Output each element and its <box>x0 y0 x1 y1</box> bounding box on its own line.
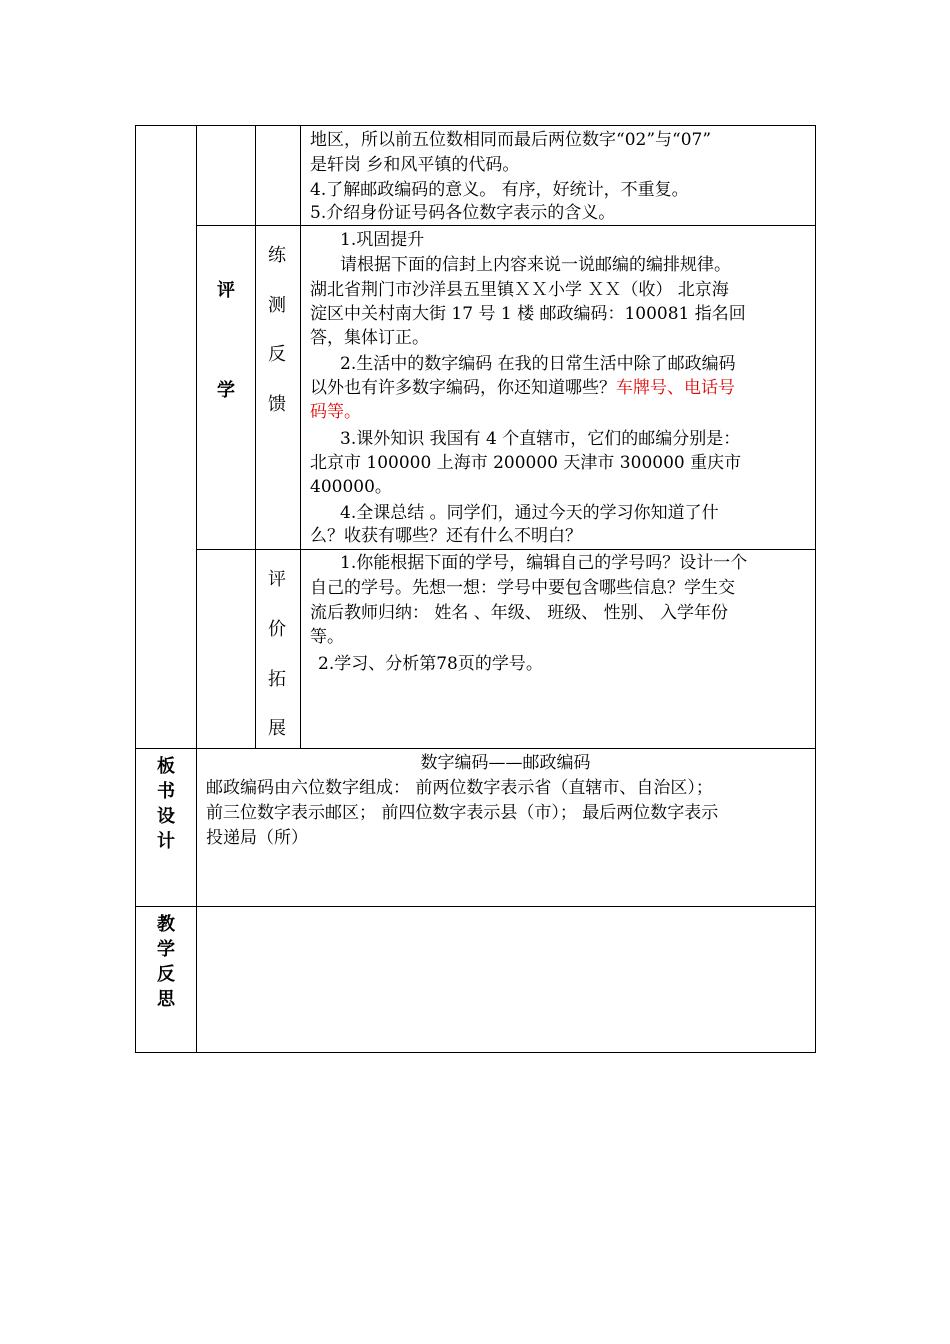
ban-shu-line-1: 邮政编码由六位数字组成： 前两位数字表示省（直辖市、自治区）； <box>206 778 713 798</box>
ping-jia-line-3: 流后教师归纳： 姓名 、年级、 班级、 性别、 入学年份 <box>310 603 729 623</box>
top-line-3: 4.了解邮政编码的意义。 有序，好统计，不重复。 <box>310 180 689 200</box>
ban-shu-title: 数字编码——邮政编码 <box>420 753 591 773</box>
col-divider-3 <box>300 125 301 749</box>
ping-jia-line-1: 1.你能根据下面的学号，编辑自己的学号吗？设计一个 <box>340 553 748 573</box>
ban-shu-char-3: 设 <box>157 806 175 827</box>
lian-ce-line-4: 淀区中关村南大街 17 号 1 楼 邮政编码：100081 指名回 <box>310 304 746 324</box>
lian-ce-line-10: 3.课外知识 我国有 4 个直辖市，它们的邮编分别是： <box>340 429 741 449</box>
ping-jia-line-4: 等。 <box>310 627 344 647</box>
fan-si-char-4: 思 <box>157 989 175 1010</box>
fan-si-char-1: 教 <box>157 914 175 935</box>
fan-si-char-3: 反 <box>157 964 175 985</box>
lian-ce-char-4: 馈 <box>268 394 286 415</box>
ping-jia-char-2: 价 <box>268 619 286 640</box>
ping-jia-char-1: 评 <box>268 569 286 590</box>
answer-highlight-1: 车牌号、电话号 <box>616 378 735 398</box>
top-line-4: 5.介绍身份证号码各位数字表示的含义。 <box>310 203 616 223</box>
ping-jia-char-3: 拓 <box>268 669 286 690</box>
lian-ce-char-3: 反 <box>268 344 286 365</box>
table-top-border <box>135 125 816 126</box>
lian-ce-line-14: 么？收获有哪些？还有什么不明白？ <box>310 526 582 546</box>
ping-jia-line-2: 自己的学号。先想一想：学号中要包含哪些信息？学生交 <box>310 578 735 598</box>
lian-ce-line-6: 2.生活中的数字编码 在我的日常生活中除了邮政编码 <box>340 354 736 374</box>
ping-xue-char-1: 评 <box>217 280 235 301</box>
ban-shu-char-1: 板 <box>157 756 175 777</box>
table-right-border <box>815 125 816 1053</box>
lian-ce-char-2: 测 <box>268 295 286 316</box>
col-divider-2 <box>255 125 256 749</box>
ban-shu-line-3: 投递局（所） <box>206 828 308 848</box>
lian-ce-line-7 <box>310 376 735 401</box>
row-divider-banShu <box>135 748 816 749</box>
ping-jia-line-5: 2.学习、分析第78页的学号。 <box>318 654 543 674</box>
lian-ce-line-12: 400000。 <box>310 477 392 497</box>
table-left-border <box>135 125 136 1053</box>
fan-si-char-2: 学 <box>157 939 175 960</box>
lian-ce-line-2: 请根据下面的信封上内容来说一说邮编的编排规律。 <box>340 255 731 275</box>
top-line-2: 是轩岗 乡和风平镇的代码。 <box>310 155 520 175</box>
lian-ce-line-1: 1.巩固提升 <box>340 230 425 250</box>
ping-jia-char-4: 展 <box>268 718 286 739</box>
ban-shu-char-4: 计 <box>157 831 175 852</box>
ban-shu-line-2: 前三位数字表示邮区； 前四位数字表示县（市）； 最后两位数字表示 <box>206 803 719 823</box>
lian-ce-char-1: 练 <box>268 245 286 266</box>
lian-ce-line-5: 答，集体订正。 <box>310 328 429 348</box>
row-divider-pingJia <box>196 549 816 550</box>
ping-xue-char-2: 学 <box>217 380 235 401</box>
lian-ce-line-3: 湖北省荆门市沙洋县五里镇ＸＸ小学 ＸＸ（收） 北京海 <box>310 280 729 300</box>
top-line-1: 地区，所以前五位数相同而最后两位数字“02”与“07” <box>310 130 712 150</box>
lian-ce-line-7-text: 以外也有许多数字编码，你还知道哪些？ <box>310 378 616 398</box>
lian-ce-line-11: 北京市 100000 上海市 200000 天津市 300000 重庆市 <box>310 453 742 473</box>
lian-ce-line-13: 4.全课总结 。同学们，通过今天的学习你知道了什 <box>340 503 719 523</box>
answer-highlight-2: 码等。 <box>310 402 361 422</box>
ban-shu-char-2: 书 <box>157 781 175 802</box>
fan-si-content[interactable] <box>197 907 815 1052</box>
table-bottom-border <box>135 1052 816 1053</box>
